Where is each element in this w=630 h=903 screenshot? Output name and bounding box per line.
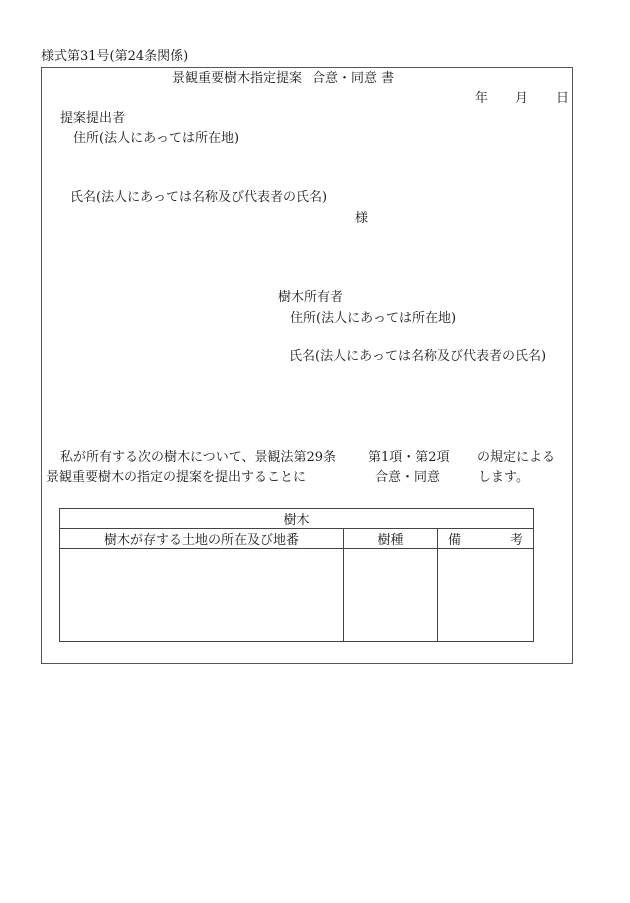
table-row — [60, 549, 534, 642]
form-number: 様式第31号(第24条関係) — [41, 49, 189, 64]
table-title: 樹木 — [60, 509, 534, 529]
date-month: 月 — [515, 91, 529, 106]
owner-heading: 樹木所有者 — [278, 290, 344, 305]
species-cell[interactable] — [344, 549, 438, 642]
body-line2-c: します。 — [478, 470, 529, 485]
col-remarks-char-2: 考 — [510, 533, 524, 548]
proposer-honorific: 様 — [355, 211, 369, 226]
body-line1-a: 私が所有する次の樹木について、景観法第29条 — [60, 450, 337, 465]
body-line1-c: の規定による — [477, 450, 556, 465]
table-title-row — [60, 509, 534, 529]
col-location-header: 樹木が存する土地の所在及び地番 — [60, 529, 344, 549]
form-title-left: 景観重要樹木指定提案 — [172, 71, 303, 86]
proposer-address-label: 住所(法人にあっては所在地) — [73, 131, 240, 146]
body-line2-a: 景観重要樹木の指定の提案を提出することに — [46, 470, 307, 485]
proposer-name-label: 氏名(法人にあっては名称及び代表者の氏名) — [70, 190, 328, 205]
body-line2-b: 合意・同意 — [375, 470, 441, 485]
col-remarks-char-1: 備 — [448, 533, 462, 548]
proposer-heading: 提案提出者 — [60, 111, 126, 126]
date-year: 年 — [475, 91, 489, 106]
remarks-cell[interactable] — [438, 549, 534, 642]
form-title-right: 合意・同意 書 — [312, 71, 395, 86]
owner-name-label: 氏名(法人にあっては名称及び代表者の氏名) — [289, 349, 547, 364]
table-header-row — [60, 529, 534, 549]
location-cell[interactable] — [60, 549, 344, 642]
body-line1-b: 第1項・第2項 — [368, 450, 450, 465]
date-day: 日 — [556, 91, 570, 106]
tree-table — [59, 508, 534, 642]
col-remarks-header — [438, 529, 534, 549]
owner-address-label: 住所(法人にあっては所在地) — [290, 311, 457, 326]
col-species-header: 樹種 — [344, 529, 438, 549]
